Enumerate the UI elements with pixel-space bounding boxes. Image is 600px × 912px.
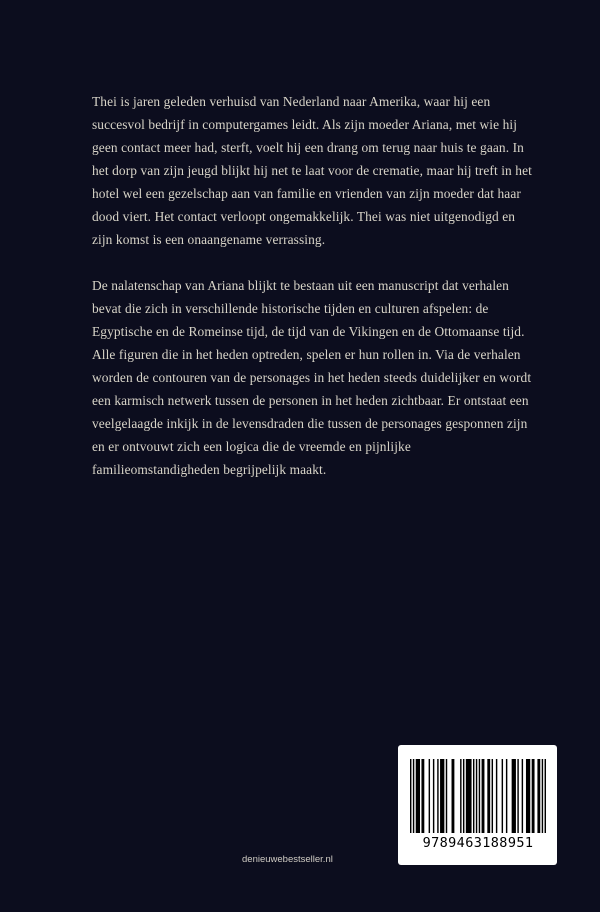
barcode-bar bbox=[512, 759, 516, 833]
barcode-bar bbox=[466, 759, 472, 833]
barcode-bar bbox=[413, 759, 414, 833]
barcode-bar bbox=[532, 759, 535, 833]
barcode bbox=[398, 745, 557, 865]
barcode-bar bbox=[421, 759, 424, 833]
barcode-bar bbox=[545, 759, 546, 833]
barcode-bar bbox=[440, 759, 444, 833]
isbn-number: 9789463188951 bbox=[422, 835, 534, 851]
barcode-bar bbox=[487, 759, 490, 833]
blurb-paragraph-1: Thei is jaren geleden verhuisd van Nederland naar Amerika, waar hij een succesvol bedrijf in computergames leidt. Als zijn moeder Ariana, met wie hij geen contact meer had, sterft, voelt hij een drang om terug naar huis te gaan. In het dorp van zijn jeugd blijkt hij net te laat voor de crematie, maar hij treft in het hotel wel een gezelschap aan van familie en vrienden van zijn moeder dat haar dood viert. Het contact verloopt ongemakkelijk. Thei was niet uitgenodigd en zijn komst is een onaangename verrassing. bbox=[92, 94, 532, 247]
publisher-website: denieuwebestseller.nl bbox=[242, 854, 333, 865]
barcode-bar bbox=[537, 759, 540, 833]
barcode-bar bbox=[460, 759, 461, 833]
blurb-paragraph-2: De nalatenschap van Ariana blijkt te bestaan uit een manuscript dat verhalen bevat die zich in verschillende historische tijden en culturen afspelen: de Egyptische en de Romeinse tijd, de tijd van de Vikingen en de Ottomaanse tijd. Alle figuren die in het heden optreden, spelen er hun rollen in. Via de verhalen worden de contouren van de personages in het heden steeds duidelijker en wordt een karmisch netwerk tussen de personen in het heden zichtbaar. Er ontstaat een veelgelaagde inkijk in de levensdraden die tussen de personages gesponnen zijn en er ontvouwt zich een logica die de vreemde en pijnlijke familieomstandigheden begrijpelijk maakt. bbox=[92, 278, 532, 477]
barcode-bar bbox=[473, 759, 474, 833]
barcode-bar bbox=[542, 759, 543, 833]
barcode-bar bbox=[437, 759, 438, 833]
barcode-bars bbox=[410, 759, 546, 833]
barcode-bar bbox=[506, 759, 507, 833]
barcode-bar bbox=[433, 759, 434, 833]
barcode-bar bbox=[522, 759, 523, 833]
barcode-bar bbox=[446, 759, 447, 833]
barcode-bar bbox=[526, 759, 530, 833]
blurb-text bbox=[92, 90, 532, 504]
barcode-bar bbox=[416, 759, 420, 833]
barcode-bar bbox=[496, 759, 497, 833]
barcode-bar bbox=[463, 759, 464, 833]
barcode-bar bbox=[429, 759, 430, 833]
barcode-bar bbox=[452, 759, 455, 833]
barcode-bar bbox=[476, 759, 477, 833]
barcode-bar bbox=[482, 759, 485, 833]
barcode-bar bbox=[502, 759, 503, 833]
barcode-bar bbox=[492, 759, 493, 833]
barcode-bar bbox=[410, 759, 411, 833]
barcode-bar bbox=[479, 759, 480, 833]
barcode-bar bbox=[517, 759, 518, 833]
